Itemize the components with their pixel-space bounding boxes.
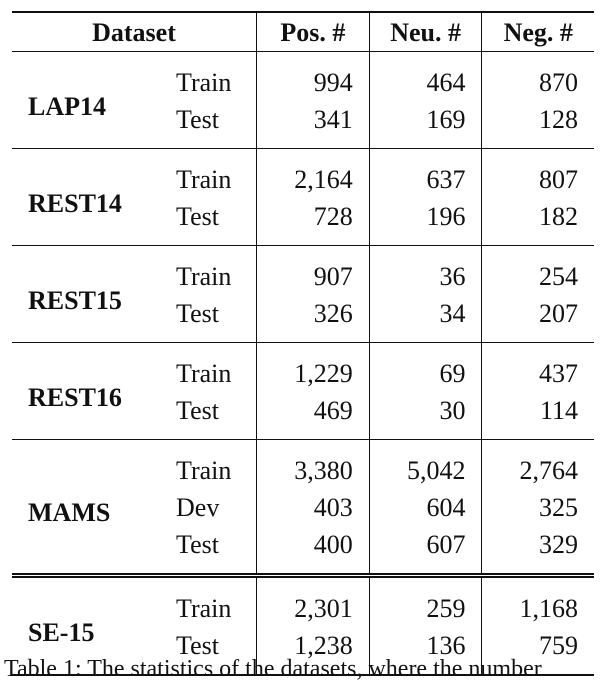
pos-count: 1,238 [257,627,370,675]
neg-count: 437 [482,343,594,393]
pos-count: 341 [257,101,370,149]
split-label: Train [176,262,232,291]
split-label: Dev [176,493,220,522]
neg-count: 759 [482,627,594,675]
dataset-statistics-table [12,11,594,676]
dataset-name: REST15 [28,285,122,315]
neu-count: 196 [369,198,482,246]
neg-count: 128 [482,101,594,149]
neg-count: 207 [482,295,594,343]
header-neg: Neg. # [482,12,594,52]
neu-count: 34 [369,295,482,343]
neg-count: 1,168 [482,576,594,628]
pos-count: 728 [257,198,370,246]
neu-count: 464 [369,52,482,102]
neg-count: 114 [482,392,594,440]
neg-count: 2,764 [482,440,594,490]
split-label: Test [176,299,219,328]
neg-count: 807 [482,149,594,199]
table-row [12,149,594,199]
pos-count: 2,301 [257,576,370,628]
pos-count: 2,164 [257,149,370,199]
split-label: Test [176,202,219,231]
neu-count: 36 [369,246,482,296]
neu-count: 259 [369,576,482,628]
table-row [12,52,594,102]
pos-count: 400 [257,526,370,576]
neg-count: 870 [482,52,594,102]
neg-count: 325 [482,489,594,526]
dataset-name: MAMS [28,498,111,527]
table-row [12,440,594,490]
neu-count: 637 [369,149,482,199]
table-row [12,576,594,628]
neu-count: 169 [369,101,482,149]
pos-count: 469 [257,392,370,440]
split-label: Train [176,165,232,194]
dataset-group [12,246,594,343]
pos-count: 1,229 [257,343,370,393]
pos-count: 907 [257,246,370,296]
split-label: Train [176,359,232,388]
dataset-name: REST14 [28,188,122,218]
pos-count: 994 [257,52,370,102]
neg-count: 254 [482,246,594,296]
pos-count: 326 [257,295,370,343]
neu-count: 5,042 [369,440,482,490]
split-label: Test [176,631,219,660]
dataset-group [12,440,594,576]
split-label: Train [176,456,232,485]
dataset-name: REST16 [28,382,122,412]
split-label: Train [176,594,232,623]
dataset-group [12,52,594,149]
dataset-name: LAP14 [28,91,106,121]
dataset-group [12,343,594,440]
pos-count: 3,380 [257,440,370,490]
table-caption: Table 1: The statistics of the datasets, where the number [4,656,542,682]
header-pos: Pos. # [257,12,370,52]
split-label: Test [176,396,219,425]
neu-count: 69 [369,343,482,393]
neu-count: 136 [369,627,482,675]
table-row [12,343,594,393]
header-row [12,12,594,52]
split-label: Train [176,68,232,97]
neg-count: 329 [482,526,594,576]
table-row [12,246,594,296]
dataset-name: SE-15 [28,617,95,647]
header-neu: Neu. # [369,12,482,52]
split-label: Test [176,530,219,559]
split-label: Test [176,105,219,134]
neu-count: 607 [369,526,482,576]
neu-count: 604 [369,489,482,526]
dataset-group [12,149,594,246]
pos-count: 403 [257,489,370,526]
neu-count: 30 [369,392,482,440]
header-dataset: Dataset [12,12,257,52]
neg-count: 182 [482,198,594,246]
